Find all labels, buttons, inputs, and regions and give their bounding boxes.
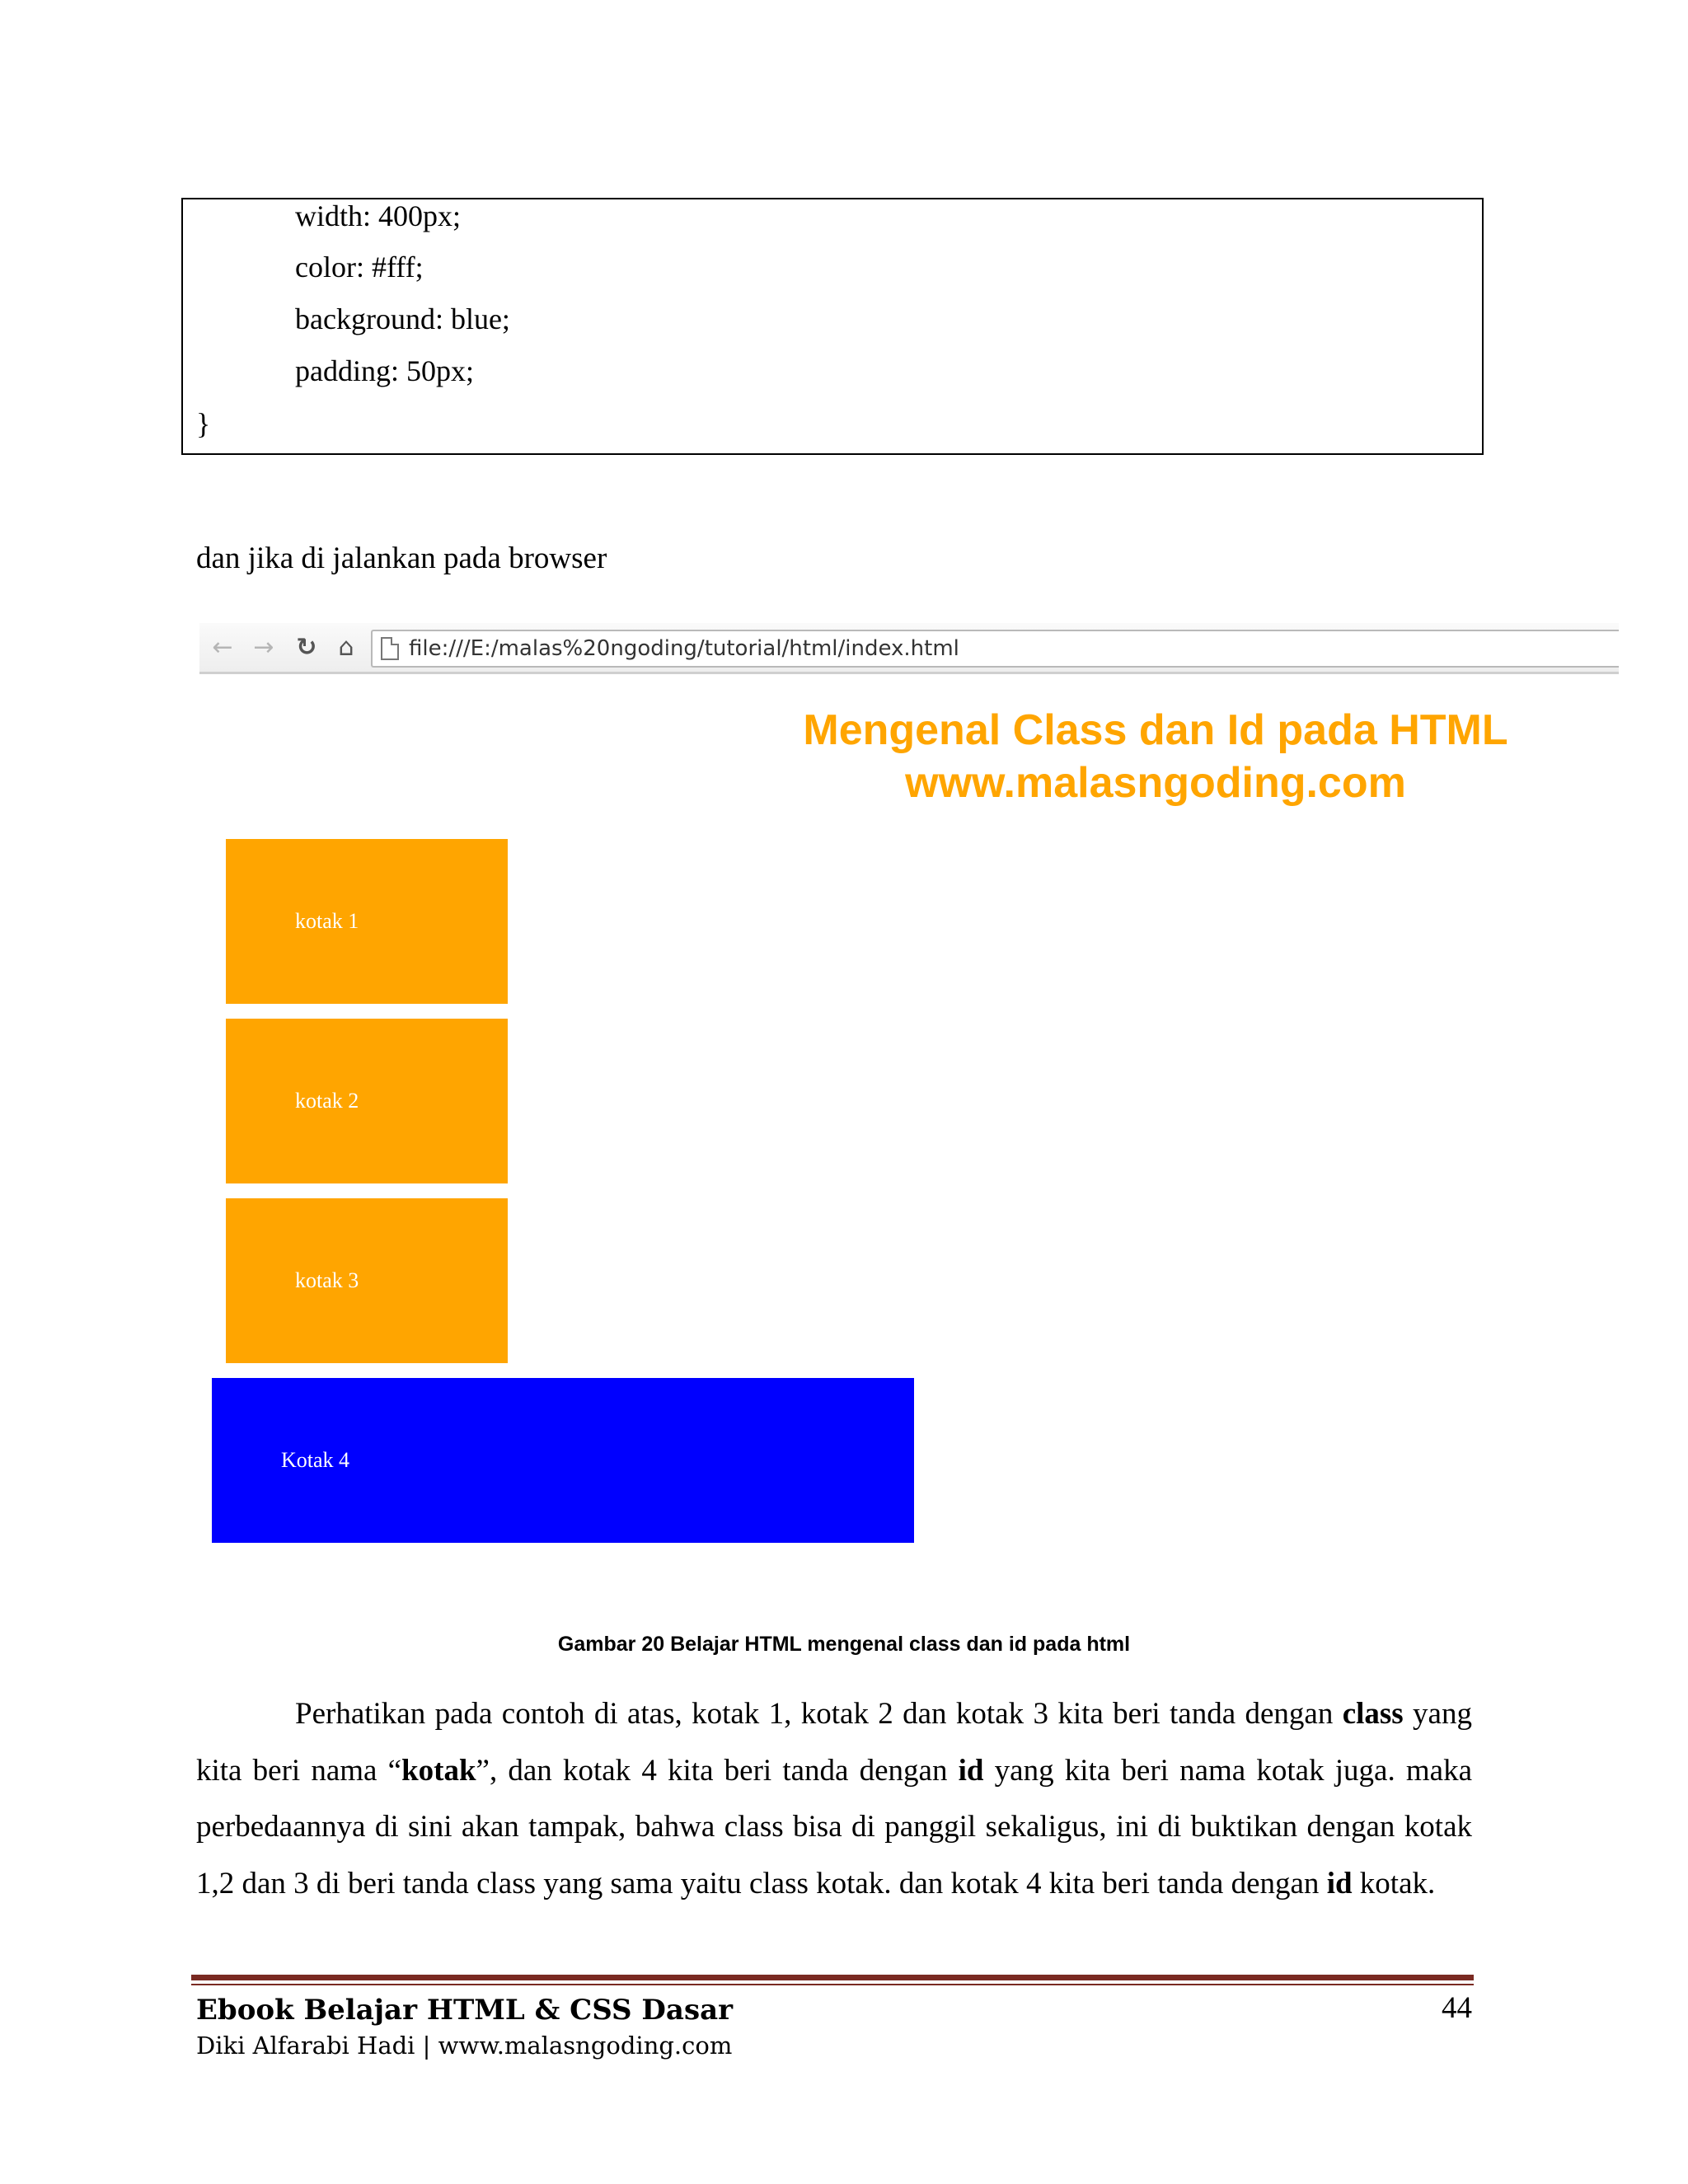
code-line-width: width: 400px; — [295, 199, 462, 232]
footer-rule-thin — [191, 1984, 1474, 1985]
page-heading-line-2: www.malasngoding.com — [905, 759, 1406, 807]
footer-title: Ebook Belajar HTML & CSS Dasar — [196, 1994, 734, 2027]
paragraph-text-3: ”, dan kotak 4 kita beri tanda dengan — [476, 1753, 959, 1788]
code-line-closing-brace: } — [196, 407, 211, 440]
browser-screenshot — [199, 623, 1619, 1561]
kotak-box-4 — [212, 1378, 914, 1543]
kotak-box-4-label: Kotak 4 — [281, 1448, 350, 1472]
code-line-padding: padding: 50px; — [295, 354, 474, 387]
kotak-box-2 — [226, 1019, 508, 1183]
kotak-box-3 — [226, 1198, 508, 1363]
code-box — [181, 198, 1484, 455]
intro-text: dan jika di jalankan pada browser — [196, 541, 607, 575]
kotak-box-3-label: kotak 3 — [295, 1268, 359, 1292]
kotak-box-1 — [226, 839, 508, 1004]
footer-author: Diki Alfarabi Hadi | www.malasngoding.com — [196, 2032, 733, 2060]
paragraph-bold-class: class — [1342, 1697, 1404, 1731]
browser-toolbar — [199, 623, 1619, 674]
kotak-box-1-label: kotak 1 — [295, 909, 359, 933]
page-heading-line-1: Mengenal Class dan Id pada HTML — [803, 706, 1508, 754]
paragraph-bold-kotak: kotak — [401, 1753, 476, 1788]
paragraph-bold-id-2: id — [1326, 1866, 1353, 1900]
paragraph-text-5: kotak. — [1352, 1866, 1436, 1900]
back-arrow-icon[interactable]: ← — [212, 633, 233, 662]
page-number: 44 — [1442, 1991, 1472, 2025]
code-line-color: color: #fff; — [295, 251, 424, 284]
code-line-background: background: blue; — [295, 302, 510, 335]
footer-rule-thick — [191, 1975, 1474, 1980]
body-paragraph — [196, 1686, 1472, 1912]
page-icon — [381, 637, 399, 660]
paragraph-text-2: yang kita beri nama “ — [196, 1697, 1472, 1788]
page-heading — [743, 704, 1568, 809]
paragraph-text-4: yang kita beri nama kotak juga. maka perbedaannya di sini akan tampak, bahwa class bisa di panggil sekaligus, ini di buktikan dengan kotak 1,2 dan 3 di beri tanda class yang sama yaitu class kotak. dan kotak 4 kita beri tanda dengan — [196, 1753, 1472, 1900]
paragraph-bold-id: id — [958, 1753, 984, 1788]
home-icon[interactable]: ⌂ — [338, 633, 354, 662]
figure-caption: Gambar 20 Belajar HTML mengenal class dan id pada html — [557, 1633, 1131, 1656]
address-bar[interactable] — [371, 630, 1619, 668]
forward-arrow-icon[interactable]: → — [253, 633, 274, 662]
paragraph-text-1: Perhatikan pada contoh di atas, kotak 1, kotak 2 dan kotak 3 kita beri tanda dengan — [295, 1697, 1343, 1731]
reload-icon[interactable]: ↻ — [296, 633, 317, 662]
url-text: file:///E:/malas%20ngoding/tutorial/html/index.html — [409, 636, 959, 661]
kotak-box-2-label: kotak 2 — [295, 1089, 359, 1113]
